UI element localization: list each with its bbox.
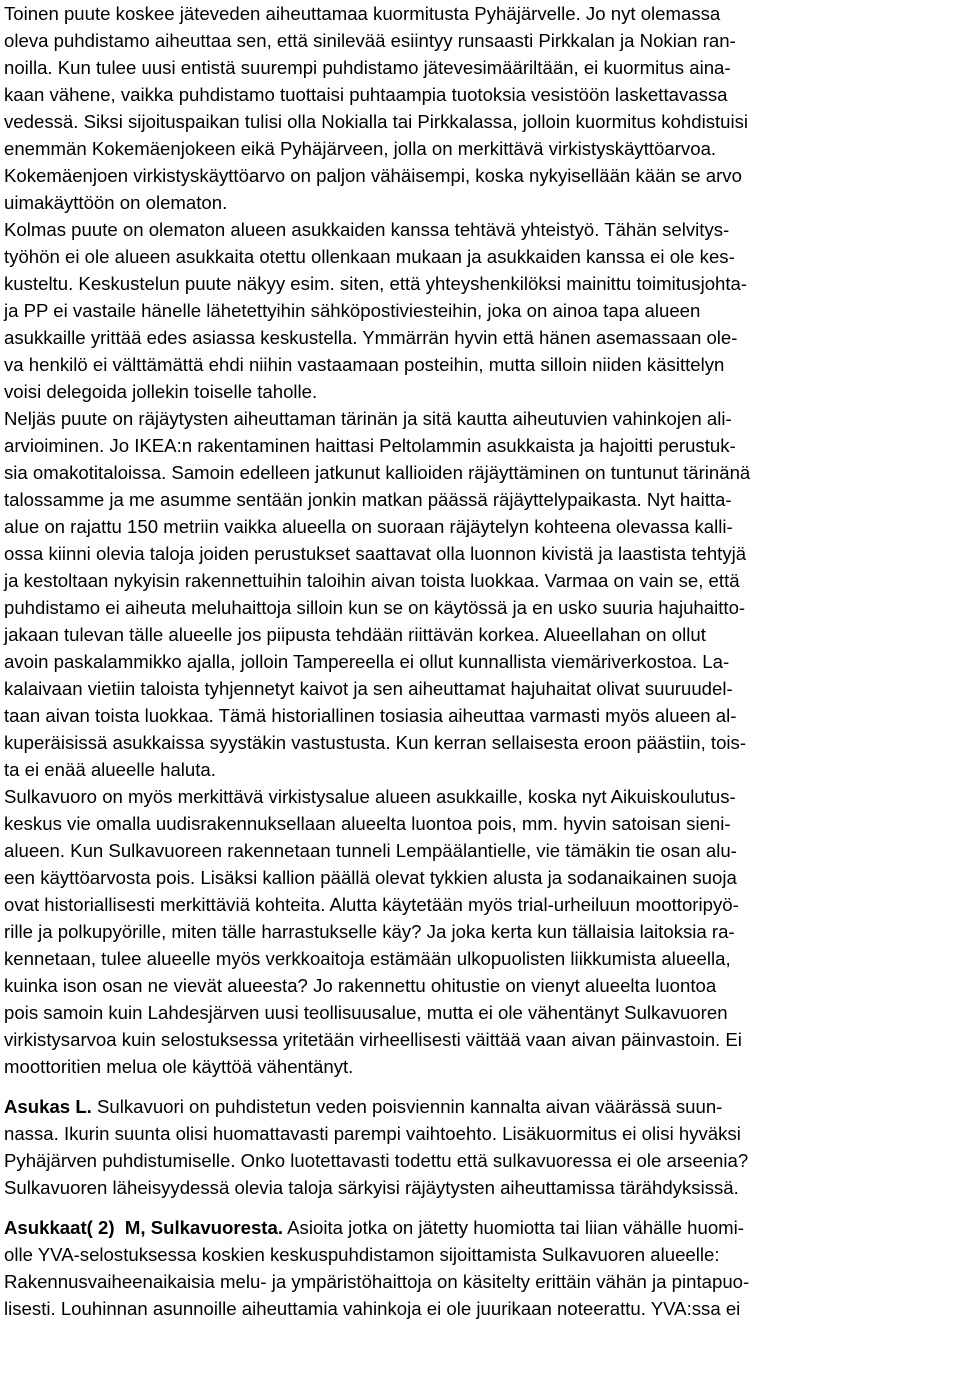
text-line: työhön ei ole alueen asukkaita otettu ollenkaan mukaan ja asukkaiden kanssa ei ole kes- (4, 246, 735, 267)
text-line: rille ja polkupyörille, miten tälle harrastukselle käy? Ja joka kerta kun tällaisia laitoksia ra- (4, 921, 735, 942)
paragraph-asukkaat-m (4, 1214, 958, 1322)
text-line: Pyhäjärven puhdistumiselle. Onko luotettavasti todettu että sulkavuoressa ei ole arseenia? (4, 1150, 749, 1171)
text-line: kuinka ison osan ne vievät alueesta? Jo rakennettu ohitustie on vienyt alueelta luontoa (4, 975, 717, 996)
text-line: noilla. Kun tulee uusi entistä suurempi puhdistamo jätevesimääriltään, ei kuormitus aina- (4, 57, 731, 78)
text-line: arvioiminen. Jo IKEA:n rakentaminen haittasi Peltolammin asukkaista ja hajoitti perustuk- (4, 435, 736, 456)
text-line: virkistysarvoa kuin selostuksessa yritetään virheellisesti väittää vaan aivan päinvastoin. Ei (4, 1029, 742, 1050)
text-line: alueen. Kun Sulkavuoreen rakennetaan tunneli Lempäälantielle, vie tämäkin tie osan alu- (4, 840, 737, 861)
text-line: een käyttöarvosta pois. Lisäksi kallion päällä olevat tykkien alusta ja sodanaikainen suoja (4, 867, 737, 888)
paragraph-gap (4, 1080, 958, 1093)
text-line: kuperäisissä asukkaissa syystäkin vastustusta. Kun kerran sellaisesta eroon päästiin, tois- (4, 732, 747, 753)
text-segment: Sulkavuori on puhdistetun veden poisviennin kannalta aivan väärässä suun- (91, 1096, 723, 1117)
text-line: taan aivan toista luokkaa. Tämä historiallinen tosiasia aiheuttaa varmasti myös alueen al- (4, 705, 737, 726)
text-line: lisesti. Louhinnan asunnoille aiheuttamia vahinkoja ei ole juurikaan noteerattu. YVA:ssa ei (4, 1298, 741, 1319)
respondent-heading: Asukas L. (4, 1096, 92, 1117)
text-line: jakaan tulevan tälle alueelle jos piipusta tehdään riittävän korkea. Alueellahan on ollut (4, 624, 706, 645)
text-line: avoin paskalammikko ajalla, jolloin Tampereella ei ollut kunnallista viemäriverkostoa. La- (4, 651, 730, 672)
text-line: vedessä. Siksi sijoituspaikan tulisi olla Nokialla tai Pirkkalassa, jolloin kuormitus kohdistuisi (4, 111, 749, 132)
text-line (4, 1093, 958, 1120)
text-line: kennetaan, tulee alueelle myös verkkoaitoja estämään ulkopuolisten liikkumista alueella, (4, 948, 731, 969)
paragraph-asukas-l (4, 1093, 958, 1201)
text-line (4, 1214, 958, 1241)
text-line: Neljäs puute on räjäytysten aiheuttaman tärinän ja sitä kautta aiheutuvien vahinkojen ali- (4, 408, 732, 429)
text-line: sia omakotitaloissa. Samoin edelleen jatkunut kallioiden räjäyttäminen on tuntunut tärinänä (4, 462, 751, 483)
text-line: ja PP ei vastaile hänelle lähetettyihin sähköpostiviesteihin, joka on ainoa tapa alueen (4, 300, 701, 321)
text-line: Kokemäenjoen virkistyskäyttöarvo on paljon vähäisempi, koska nykyisellään kään se arvo (4, 165, 742, 186)
text-line: puhdistamo ei aiheuta meluhaittoja silloin kun se on käytössä ja en usko suuria hajuhaitto- (4, 597, 746, 618)
text-line: nassa. Ikurin suunta olisi huomattavasti parempi vaihtoehto. Lisäkuormitus ei olisi hyväksi (4, 1123, 741, 1144)
text-line: Sulkavuoro on myös merkittävä virkistysalue alueen asukkaille, koska nyt Aikuiskoulutus- (4, 786, 736, 807)
text-line: alue on rajattu 150 metriin vaikka alueella on suoraan räjäytelyn kohteena olevassa kalli- (4, 516, 733, 537)
text-segment: Asioita jotka on jätetty huomiotta tai liian vähälle huomi- (283, 1217, 744, 1238)
respondent-heading: Asukkaat( 2) M, Sulkavuoresta. (4, 1217, 284, 1238)
text-line: Sulkavuoren läheisyydessä olevia taloja särkyisi räjäytysten aiheuttamissa tärähdyksissä. (4, 1177, 739, 1198)
text-line: enemmän Kokemäenjokeen eikä Pyhäjärveen, jolla on merkittävä virkistyskäyttöarvoa. (4, 138, 717, 159)
text-line: ossa kiinni olevia taloja joiden perustukset saattavat olla luonnon kivistä ja laastista tehtyjä (4, 543, 747, 564)
text-line: ovat historiallisesti merkittäviä kohteita. Alutta käytetään myös trial-urheiluun moottoripyö- (4, 894, 739, 915)
text-line: oleva puhdistamo aiheuttaa sen, että sinilevää esiintyy runsaasti Pirkkalan ja Nokian ran- (4, 30, 736, 51)
paragraph-gap (4, 1201, 958, 1214)
text-line: kalaivaan vietiin taloista tyhjennetyt kaivot ja sen aiheuttamat hajuhaitat olivat suuruudel- (4, 678, 733, 699)
text-line: Toinen puute koskee jäteveden aiheuttamaa kuormitusta Pyhäjärvelle. Jo nyt olemassa (4, 3, 721, 24)
text-line: voisi delegoida jollekin toiselle taholle. (4, 381, 318, 402)
text-line: ja kestoltaan nykyisin rakennettuihin taloihin aivan toista luokkaa. Varmaa on vain se, että (4, 570, 740, 591)
text-line: uimakäyttöön on olematon. (4, 192, 228, 213)
text-line: kusteltu. Keskustelun puute näkyy esim. siten, että yhteyshenkilöksi mainittu toimitusjohta- (4, 273, 748, 294)
text-line: va henkilö ei välttämättä ehdi niihin vastaamaan posteihin, mutta silloin niiden käsittelyn (4, 354, 725, 375)
text-line: asukkaille yrittää edes asiassa keskustella. Ymmärrän hyvin että hänen asemassaan ole- (4, 327, 738, 348)
text-line: pois samoin kuin Lahdesjärven uusi teollisuusalue, mutta ei ole vähentänyt Sulkavuoren (4, 1002, 728, 1023)
document-text (4, 0, 958, 1322)
text-line: keskus vie omalla uudisrakennuksellaan alueelta luontoa pois, mm. hyvin satoisan sieni- (4, 813, 731, 834)
text-line: talossamme ja me asumme sentään jonkin matkan päässä räjäyttelypaikasta. Nyt haitta- (4, 489, 732, 510)
text-line: Kolmas puute on olematon alueen asukkaiden kanssa tehtävä yhteistyö. Tähän selvitys- (4, 219, 730, 240)
text-line: olle YVA-selostuksessa koskien keskuspuhdistamon sijoittamista Sulkavuoren alueelle: (4, 1244, 720, 1265)
text-line: Rakennusvaiheenaikaisia melu- ja ympäristöhaittoja on käsitelty erittäin vähän ja pintapuo- (4, 1271, 750, 1292)
paragraph-puutteet (4, 0, 958, 1080)
text-line: ta ei enää alueelle haluta. (4, 759, 216, 780)
text-line: moottoritien melua ole käyttöä vähentänyt. (4, 1056, 354, 1077)
text-line: kaan vähene, vaikka puhdistamo tuottaisi puhtaampia tuotoksia vesistöön laskettavassa (4, 84, 728, 105)
